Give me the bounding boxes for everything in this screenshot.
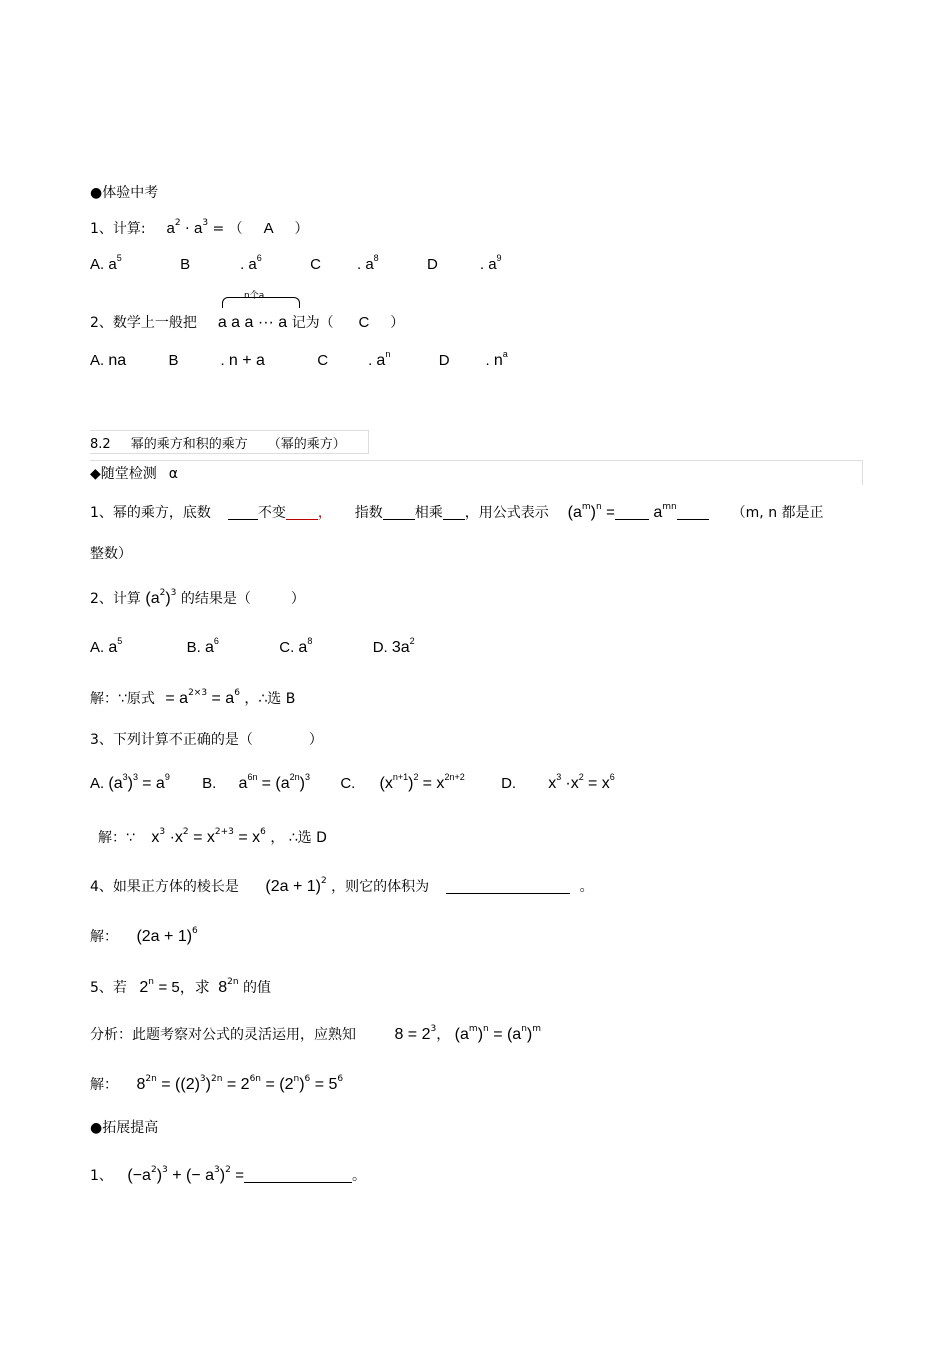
problem-3-solution: 解：∵ $x^3 \cdot x^2 = x^{2+3} = x^6$ ， ∴选 D — [98, 827, 327, 846]
question-2-options: A. na B . n + a C . $a^n$ D . $n^a$ — [90, 349, 508, 369]
q1-answer: A — [263, 220, 274, 237]
problem-3-options: A. $(a^3)^3 = a^9$ B. $a^{6n} = (a^{2n})^3$ C. $(x^{n+1})^2 = x^{2n+2}$ D. $x^3 \cdot x^2 = x^6$ — [90, 772, 615, 792]
q1-prefix: 1、计算: — [90, 221, 146, 237]
problem-5-solution: 解： $8^{2n} = ((2)^3)^{2n} = 2^{6n} = (2^n)^6 = 5^6$ — [90, 1074, 344, 1093]
problem-5-analysis: 分析：此题考察对公式的灵活运用，应熟知 $8 = 2^3$， $(a^m)^n = (a^n)^m$ — [90, 1024, 542, 1043]
extension-1: 1、 $(-a^2)^3$ + (− $a^3)^2$ = 。 — [90, 1165, 367, 1184]
problem-3: 3、下列计算不正确的是（ ） — [90, 732, 323, 748]
section-heading-extend: ●拓展提高 — [90, 1120, 159, 1136]
problem-2: 2、计算 $(a^2)^3$ 的结果是（ ） — [90, 588, 305, 607]
question-2: 2、数学上一般把 a a a ··· a 记为（ C ） — [90, 314, 405, 331]
section-heading-quiz: ◆随堂检测 α — [90, 466, 179, 482]
question-1: 1、计算: $a^2 \cdot a^3$ = （ A ） — [90, 218, 309, 237]
problem-1-cont: 整数） — [90, 546, 132, 562]
q2-answer: C — [358, 314, 370, 331]
problem-2-solution: 解：∵原式 = $a^{2\times 3} = a^6$ ，∴选 B — [90, 688, 296, 707]
problem-4: 4、如果正方体的棱长是 $(2a + 1)^2$ ，则它的体积为 。 — [90, 876, 594, 895]
problem-2-options: A. $a^5$ B. $a^6$ C. $a^8$ D. $3a^2$ — [90, 636, 415, 656]
section-heading-exam: ●体验中考 — [90, 185, 159, 201]
section-title-8-2: 8.2 幂的乘方和积的乘方 （幂的乘方） — [90, 437, 346, 452]
problem-4-solution: 解： $(2a + 1)^6$ — [90, 926, 198, 945]
problem-1: 1、幂的乘方，底数 不变 ， 指数 相乘 ，用公式表示 $(a^m)^n = a^{mn}$ （m, n 都是正 — [90, 502, 824, 521]
question-1-options: A. $a^5$ B . $a^6$ C . $a^8$ D . $a^9$ — [90, 253, 502, 273]
section-box-2 — [90, 460, 863, 485]
problem-5: 5、若 2$^n$ = 5，求 $8^{2n}$ 的值 — [90, 977, 271, 996]
brace-label: n个a — [244, 291, 265, 301]
